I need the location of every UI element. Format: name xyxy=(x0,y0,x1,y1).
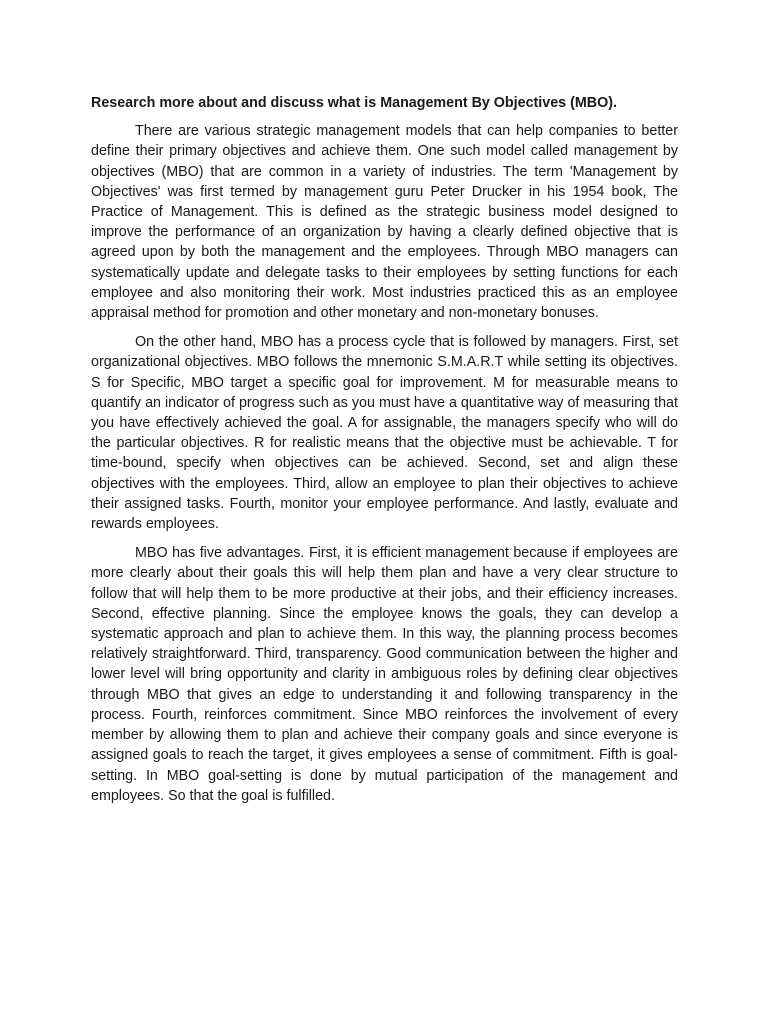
document-title: Research more about and discuss what is Management By Objectives (MBO). xyxy=(91,95,617,111)
paragraph-mbo-advantages: MBO has five advantages. First, it is efficient management because if employees are more clearly about their goals this will help them plan and have a very clear structure to follow that will help them to be more productive at their jobs, and their efficiency increases. Second, effective planning. Since the employee knows the goals, they can develop a systematic approach and plan to achieve them. In this way, the planning process becomes relatively straightforward. Third, transparency. Good communication between the higher and lower level will bring opportunity and clarity in ambiguous roles by defining clear objectives through MBO that gives an edge to understanding it and following transparency in the process. Fourth, reinforces commitment. Since MBO reinforces the involvement of every member by allowing them to plan and achieve their company goals and since everyone is assigned goals to reach the target, it gives employees a sense of commitment. Fifth is goal-setting. In MBO goal-setting is done by mutual participation of the management and employees. So that the goal is fulfilled. xyxy=(91,545,678,804)
paragraph-mbo-definition: There are various strategic management models that can help companies to better define their primary objectives and achieve them. One such model called management by objectives (MBO) that are common in a variety of industries. The term 'Management by Objectives' was first termed by management guru Peter Drucker in his 1954 book, The Practice of Management. This is defined as the strategic business model designed to improve the performance of an organization by having a clearly defined objective that is agreed upon by both the management and the employees. Through MBO managers can systematically update and delegate tasks to their employees by setting functions for each employee and also monitoring their work. Most industries practiced this as an employee appraisal method for promotion and other monetary and non-monetary bonuses. xyxy=(91,123,678,322)
paragraph-mbo-process: On the other hand, MBO has a process cycle that is followed by managers. First, set organizational objectives. MBO follows the mnemonic S.M.A.R.T while setting its objectives. S for Specific, MBO target a specific goal for improvement. M for measurable means to quantify an indicator of progress such as you must have a quantitative way of measuring that you have effectively achieved the goal. A for assignable, the managers specify who will do the particular objectives. R for realistic means that the objective must be achievable. T for time-bound, specify when objectives can be achieved. Second, set and align these objectives with the employees. Third, allow an employee to plan their objectives to achieve their assigned tasks. Fourth, monitor your employee performance. And lastly, evaluate and rewards employees. xyxy=(91,334,678,533)
document-page xyxy=(91,93,678,815)
